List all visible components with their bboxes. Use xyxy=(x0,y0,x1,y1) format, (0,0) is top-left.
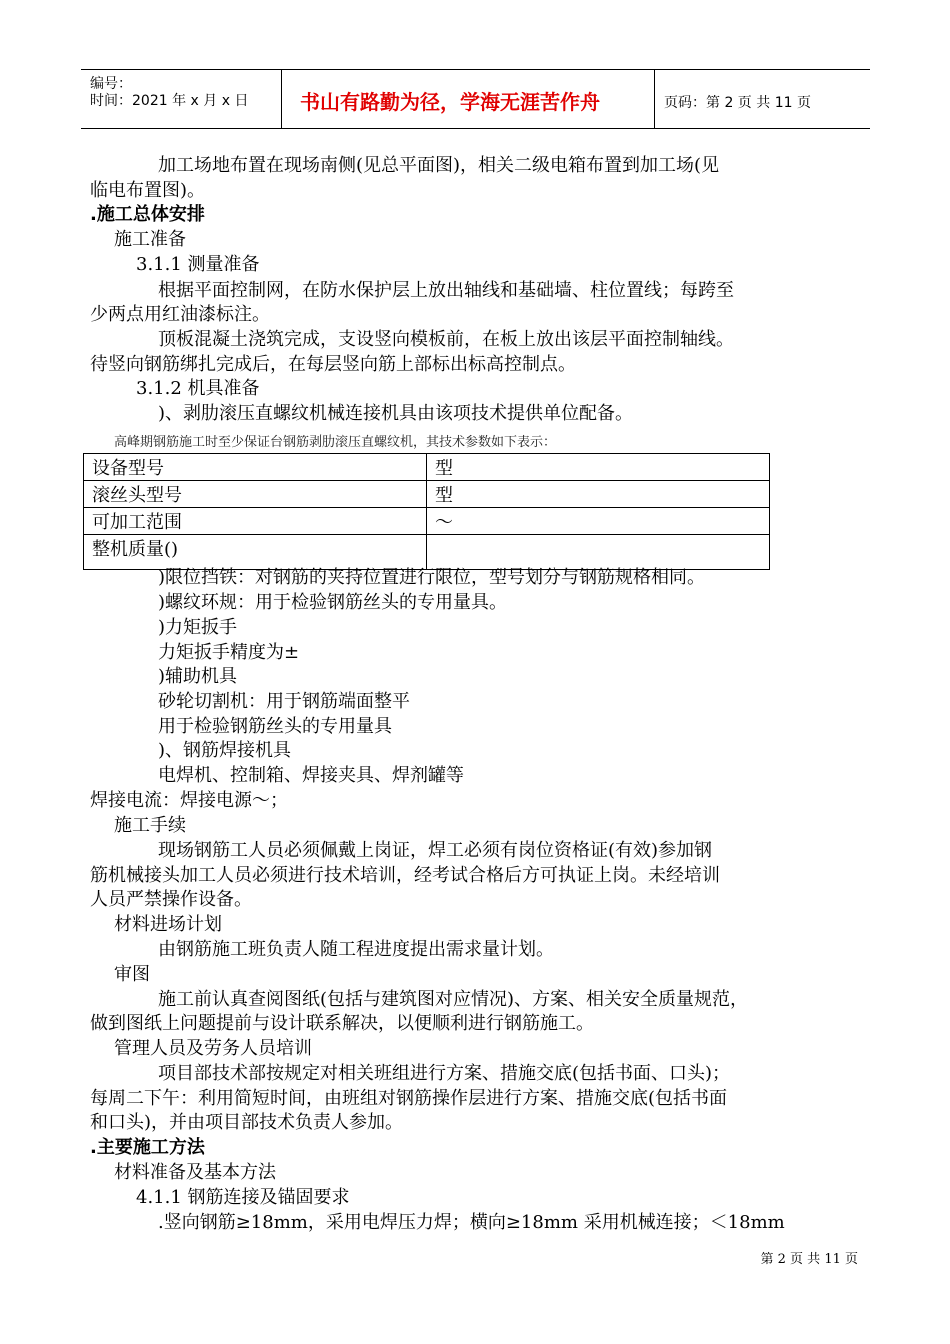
table-cell: 型 xyxy=(427,481,770,508)
spec-table xyxy=(83,453,770,570)
subsection-heading: 审图 xyxy=(114,964,150,985)
paragraph-line: 项目部技术部按规定对相关班组进行方案、措施交底(包括书面、口头)； xyxy=(158,1063,731,1084)
paragraph-line: .竖向钢筋≥18mm，采用电焊压力焊；横向≥18mm 采用机械连接；＜18mm xyxy=(158,1212,785,1233)
header-divider-2 xyxy=(654,70,655,128)
subsection-heading: 4.1.1 钢筋连接及锚固要求 xyxy=(136,1187,350,1208)
table-caption: 高峰期钢筋施工时至少保证台钢筋剥肋滚压直螺纹机，其技术参数如下表示： xyxy=(114,435,557,450)
paragraph-line: 施工前认真查阅图纸(包括与建筑图对应情况)、方案、相关安全质量规范， xyxy=(158,989,749,1010)
table-row xyxy=(84,508,770,535)
paragraph-line: 用于检验钢筋丝头的专用量具 xyxy=(158,716,392,737)
table-cell: 设备型号 xyxy=(84,454,427,481)
paragraph-line: 电焊机、控制箱、焊接夹具、焊剂罐等 xyxy=(158,765,464,786)
subsection-heading: 3.1.1 测量准备 xyxy=(136,254,260,275)
paragraph-line: 砂轮切割机：用于钢筋端面整平 xyxy=(158,691,410,712)
paragraph-line: 临电布置图)。 xyxy=(90,180,206,201)
table-cell xyxy=(427,535,770,570)
paragraph-line: 力矩扳手精度为± xyxy=(158,642,300,663)
paragraph-line: 待竖向钢筋绑扎完成后，在每层竖向筋上部标出标高控制点。 xyxy=(90,354,576,375)
paragraph-line: 和口头)，并由项目部技术负责人参加。 xyxy=(90,1112,404,1133)
table-cell: 整机质量() xyxy=(84,535,427,570)
table-row xyxy=(84,454,770,481)
subsection-heading: 管理人员及劳务人员培训 xyxy=(114,1038,312,1059)
paragraph-line: )螺纹环规：用于检验钢筋丝头的专用量具。 xyxy=(158,592,508,613)
table-cell: 可加工范围 xyxy=(84,508,427,535)
table-row xyxy=(84,481,770,508)
subsection-heading: 施工手续 xyxy=(114,815,186,836)
header-motto: 书山有路勤为径，学海无涯苦作舟 xyxy=(300,90,600,114)
header-time-label: 时间：2021 年 x 月 x 日 xyxy=(90,93,249,109)
table-cell: 滚丝头型号 xyxy=(84,481,427,508)
table-cell: 型 xyxy=(427,454,770,481)
paragraph-line: )限位挡铁：对钢筋的夹持位置进行限位，型号划分与钢筋规格相同。 xyxy=(158,567,706,588)
paragraph-line: )、钢筋焊接机具 xyxy=(158,740,292,761)
header-bottom-rule xyxy=(81,128,870,129)
subsection-heading: 材料准备及基本方法 xyxy=(114,1162,276,1183)
section-heading: .施工总体安排 xyxy=(90,204,205,225)
subsection-heading: 施工准备 xyxy=(114,229,186,250)
paragraph-line: )力矩扳手 xyxy=(158,617,238,638)
paragraph-line: 加工场地布置在现场南侧(见总平面图)，相关二级电箱布置到加工场(见 xyxy=(158,155,720,176)
paragraph-line: 根据平面控制网，在防水保护层上放出轴线和基础墙、柱位置线；每跨至 xyxy=(158,280,734,301)
table-cell: ～ xyxy=(427,508,770,535)
paragraph-line: 少两点用红油漆标注。 xyxy=(90,304,270,325)
subsection-heading: 材料进场计划 xyxy=(114,914,222,935)
header-divider-1 xyxy=(281,70,282,128)
paragraph-line: 每周二下午：利用简短时间，由班组对钢筋操作层进行方案、措施交底(包括书面 xyxy=(90,1088,728,1109)
header-number-label: 编号： xyxy=(90,76,132,92)
header-top-rule xyxy=(81,69,870,70)
paragraph-line: 做到图纸上问题提前与设计联系解决，以便顺利进行钢筋施工。 xyxy=(90,1013,594,1034)
paragraph-line: 焊接电流：焊接电源～； xyxy=(90,790,288,811)
paragraph-line: )、剥肋滚压直螺纹机械连接机具由该项技术提供单位配备。 xyxy=(158,403,634,424)
header-page-info: 页码：第 2 页 共 11 页 xyxy=(664,95,811,111)
paragraph-line: 人员严禁操作设备。 xyxy=(90,889,252,910)
footer-page-number: 第 2 页 共 11 页 xyxy=(760,1252,858,1267)
paragraph-line: 现场钢筋工人员必须佩戴上岗证，焊工必须有岗位资格证(有效)参加钢 xyxy=(158,840,713,861)
paragraph-line: 顶板混凝土浇筑完成，支设竖向模板前，在板上放出该层平面控制轴线。 xyxy=(158,329,734,350)
section-heading: .主要施工方法 xyxy=(90,1137,205,1158)
paragraph-line: 由钢筋施工班负责人随工程进度提出需求量计划。 xyxy=(158,939,554,960)
paragraph-line: 筋机械接头加工人员必须进行技术培训，经考试合格后方可执证上岗。未经培训 xyxy=(90,865,720,886)
paragraph-line: )辅助机具 xyxy=(158,666,238,687)
table-row xyxy=(84,535,770,570)
subsection-heading: 3.1.2 机具准备 xyxy=(136,378,260,399)
